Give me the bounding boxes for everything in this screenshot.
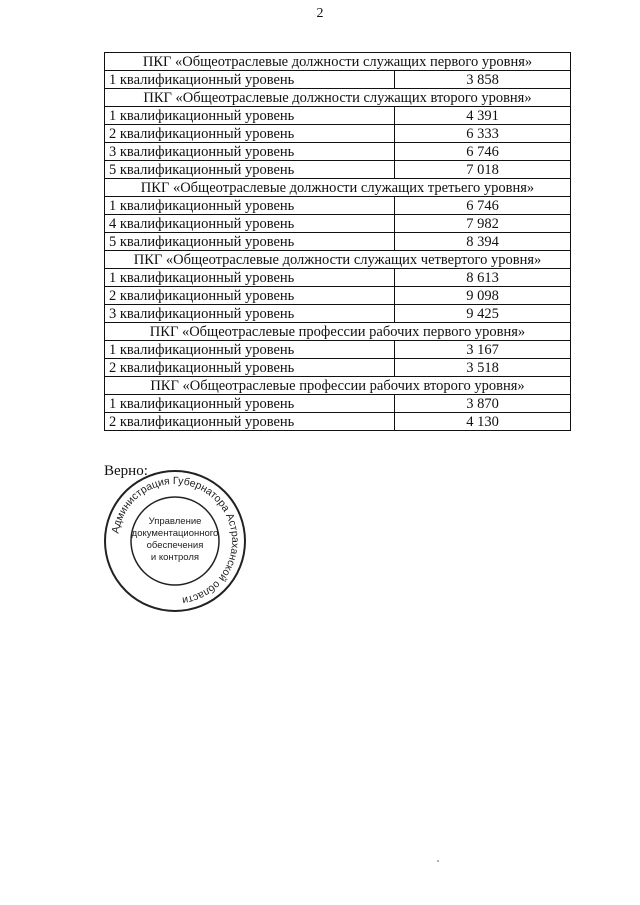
group-header-row <box>105 377 571 395</box>
group-header-row <box>105 179 571 197</box>
salary-table <box>104 52 571 431</box>
value-cell: 6 333 <box>395 125 571 143</box>
stamp-line: Управление <box>148 516 202 527</box>
table-row <box>105 341 571 359</box>
official-stamp <box>102 468 248 614</box>
table-row <box>105 287 571 305</box>
table-row <box>105 395 571 413</box>
group-title: ПКГ «Общеотраслевые должности служащих третьего уровня» <box>105 179 571 197</box>
value-cell: 3 167 <box>395 341 571 359</box>
value-cell: 6 746 <box>395 143 571 161</box>
value-cell: 3 518 <box>395 359 571 377</box>
value-cell: 7 018 <box>395 161 571 179</box>
scan-speck <box>437 860 439 862</box>
table-row <box>105 143 571 161</box>
level-cell: 1 квалификационный уровень <box>105 71 395 89</box>
table-row <box>105 125 571 143</box>
value-cell: 9 098 <box>395 287 571 305</box>
stamp-outer-text: Администрация Губернатора Астраханской области <box>109 474 242 607</box>
group-title: ПКГ «Общеотраслевые должности служащих второго уровня» <box>105 89 571 107</box>
group-header-row <box>105 89 571 107</box>
value-cell: 3 870 <box>395 395 571 413</box>
value-cell: 9 425 <box>395 305 571 323</box>
value-cell: 4 130 <box>395 413 571 431</box>
value-cell: 8 613 <box>395 269 571 287</box>
table-row <box>105 107 571 125</box>
table-row <box>105 269 571 287</box>
table-row <box>105 71 571 89</box>
group-header-row <box>105 53 571 71</box>
table-row <box>105 215 571 233</box>
value-cell: 7 982 <box>395 215 571 233</box>
table-row <box>105 305 571 323</box>
value-cell: 4 391 <box>395 107 571 125</box>
stamp-line: документационного <box>131 528 219 539</box>
stamp-center-text <box>102 516 248 564</box>
level-cell: 2 квалификационный уровень <box>105 287 395 305</box>
level-cell: 2 квалификационный уровень <box>105 413 395 431</box>
level-cell: 1 квалификационный уровень <box>105 395 395 413</box>
level-cell: 1 квалификационный уровень <box>105 269 395 287</box>
verified-label: Верно: <box>104 463 148 479</box>
table-row <box>105 161 571 179</box>
group-title: ПКГ «Общеотраслевые профессии рабочих первого уровня» <box>105 323 571 341</box>
group-header-row <box>105 323 571 341</box>
group-title: ПКГ «Общеотраслевые профессии рабочих второго уровня» <box>105 377 571 395</box>
group-title: ПКГ «Общеотраслевые должности служащих первого уровня» <box>105 53 571 71</box>
table-row <box>105 413 571 431</box>
group-header-row <box>105 251 571 269</box>
level-cell: 3 квалификационный уровень <box>105 143 395 161</box>
stamp-line: обеспечения <box>146 540 204 551</box>
level-cell: 2 квалификационный уровень <box>105 359 395 377</box>
level-cell: 5 квалификационный уровень <box>105 161 395 179</box>
level-cell: 1 квалификационный уровень <box>105 197 395 215</box>
table-row <box>105 359 571 377</box>
level-cell: 4 квалификационный уровень <box>105 215 395 233</box>
value-cell: 8 394 <box>395 233 571 251</box>
stamp-line: и контроля <box>150 552 200 563</box>
table-row <box>105 233 571 251</box>
level-cell: 3 квалификационный уровень <box>105 305 395 323</box>
level-cell: 1 квалификационный уровень <box>105 341 395 359</box>
table-row <box>105 197 571 215</box>
level-cell: 2 квалификационный уровень <box>105 125 395 143</box>
level-cell: 1 квалификационный уровень <box>105 107 395 125</box>
group-title: ПКГ «Общеотраслевые должности служащих четвертого уровня» <box>105 251 571 269</box>
level-cell: 5 квалификационный уровень <box>105 233 395 251</box>
value-cell: 6 746 <box>395 197 571 215</box>
page-number: 2 <box>316 6 324 21</box>
value-cell: 3 858 <box>395 71 571 89</box>
